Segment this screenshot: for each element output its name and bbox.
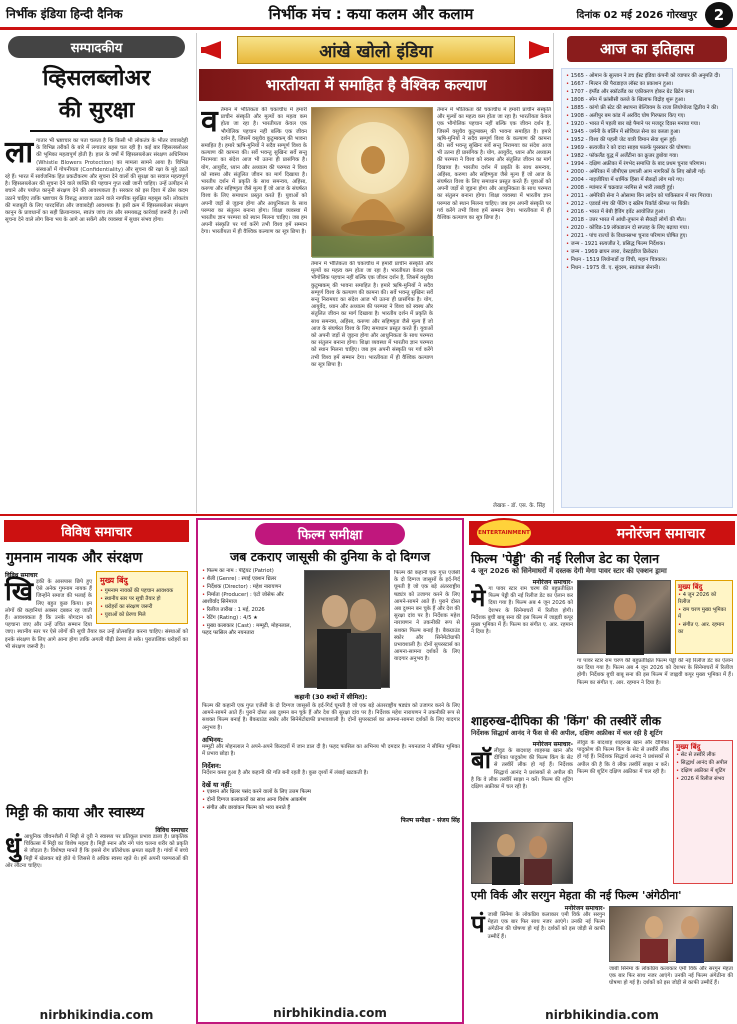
ent-story1-dateline: मनोरंजन समाचार- — [532, 579, 573, 586]
film-info-box — [202, 568, 300, 688]
ent-story1-point: • संगीत ए. आर. रहमान का — [678, 622, 730, 636]
history-item: • 2020 - कोविड-19 लॉकडाउन दो सप्ताह के लिए बढ़ाया गया। — [566, 225, 728, 232]
ent-story3-image — [609, 906, 733, 962]
history-item: • 2021 - पांच राज्यों के विधानसभा चुनाव परिणाम घोषित हुए। — [566, 233, 728, 240]
feature-body-continued: र्तमान में भौतिकता की चकाचौंध में हमारी प्राचीन संस्कृति और मूल्यों का महत्व कम होता जा रहा है। भारतीयता केवल एक भौगोलिक पहचान नहीं बल्कि एक जीवन दर्शन है, जिसमें वसुधैव कुटुम्बकम् की भावना समाहित है। हमारे ऋषि-मुनियों ने सदैव सम्पूर्ण विश्व के कल्याण की कामना की। सर्वे भवन्तु सुखिनः सर्वे सन्तु निरामयाः का संदेश आज भी उतना ही प्रासंगिक है। योग, आयुर्वेद, ध्यान और अध्यात्म की परम्परा ने विश्व को स्वस्थ और संतुलित जीवन का मार्ग दिखाया है। भारतीय दर्शन में प्रकृति के साथ समन्वय, अहिंसा, करुणा और सहिष्णुता जैसे मूल्य हैं जो आज के संघर्षरत विश्व के लिए समाधान प्रस्तुत करते हैं। युवाओं को अपनी जड़ों से जुड़ना होगा और आधुनिकता के साथ परम्परा का संतुलन बनाना होगा। शिक्षा व्यवस्था में भारतीय ज्ञान परम्परा को स्थान मिलना चाहिए। जब हम अपनी संस्कृति पर गर्व करेंगे तभी विश्व हमें सम्मान देगा। भारतीयता में ही वैश्विक कल्याण का सूत्र छिपा है। — [311, 261, 433, 368]
ent-story2-point: • दक्षिण अफ्रीका में शूटिंग — [676, 768, 730, 775]
film-verdict-list — [202, 789, 460, 812]
entertainment-section — [467, 518, 737, 1024]
film-info-line: • रेटिंग (Rating) : 4/5 ★ — [202, 615, 300, 622]
film-verdict-point: • दोनों दिग्गज कलाकारों का साथ आना विशेष आकर्षण — [202, 797, 460, 804]
film-info-line: • रिलीज तारीख : 1 मई, 2026 — [202, 607, 300, 614]
vividh-story2-body: आधुनिक जीवनशैली में मिट्टी से दूरी ने स्वास्थ्य पर प्रतिकूल प्रभाव डाला है। प्राकृतिक चिकित्सा में मिट्टी का विशेष महत्व है। मिट्टी स्नान और नंगे पांव चलना शरीर को प्रकृति से जोड़ता है। विशेषज्ञ मानते हैं कि इससे रोग प्रतिरोधक क्षमता बढ़ती है। गांवों में बच्चे मिट्टी में खेलकर बड़े होते थे जिससे वे अधिक स्वस्थ रहते थे। हमें अपनी परम्पराओं की ओर लौटना चाहिए। — [5, 834, 188, 869]
history-list — [566, 73, 728, 272]
feature-byline: लेखक - डॉ. एस. के. सिंह — [493, 503, 545, 509]
history-item: • 2012 - एडवर्ड मंच की पेंटिंग द स्क्रीम रिकॉर्ड कीमत पर बिकी। — [566, 201, 728, 208]
ent-story3-headline: एमी विर्क और सरगुन मेहता की नई फिल्म 'अंगेठीना' — [471, 889, 682, 902]
ent-story1-points-title: मुख्य बिंदु — [678, 583, 703, 591]
editorial-dropcap: ला — [5, 135, 34, 170]
feature-banner: आंखे खोलो इंडिया — [237, 36, 515, 64]
film-info-list — [202, 568, 300, 637]
vividh-points-box — [96, 571, 188, 624]
feature-body-col3: र्तमान में भौतिकता की चकाचौंध में हमारी प्राचीन संस्कृति और मूल्यों का महत्व कम होता जा रहा है। भारतीयता केवल एक भौगोलिक पहचान नहीं बल्कि एक जीवन दर्शन है, जिसमें वसुधैव कुटुम्बकम् की भावना समाहित है। हमारे ऋषि-मुनियों ने सदैव सम्पूर्ण विश्व के कल्याण की कामना की। सर्वे भवन्तु सुखिनः सर्वे सन्तु निरामयाः का संदेश आज भी उतना ही प्रासंगिक है। योग, आयुर्वेद, ध्यान और अध्यात्म की परम्परा ने विश्व को स्वस्थ और संतुलित जीवन का मार्ग दिखाया है। भारतीय दर्शन में प्रकृति के साथ समन्वय, अहिंसा, करुणा और सहिष्णुता जैसे मूल्य हैं जो आज के संघर्षरत विश्व के लिए समाधान प्रस्तुत करते हैं। युवाओं को अपनी जड़ों से जुड़ना होगा और आधुनिकता के साथ परम्परा का संतुलन बनाना होगा। शिक्षा व्यवस्था में भारतीय ज्ञान परम्परा को स्थान मिलना चाहिए। जब हम अपनी संस्कृति पर गर्व करेंगे तभी विश्व हमें सम्मान देगा। भारतीयता में ही वैश्विक कल्याण का सूत्र छिपा है। — [437, 107, 551, 222]
film-info-line: • निर्माता (Producer) : एंटो जोसेफ और आशीर्वाद सिनेमाज — [202, 592, 300, 606]
ent-story2-points-title: मुख्य बिंदु — [676, 743, 701, 751]
editorial-headline-1: व्हिसलब्लोअर — [42, 66, 151, 91]
film-verdict-point: • संगीत और छायांकन फिल्म को भव्य बनाते हैं — [202, 805, 460, 812]
history-item: • 1969 - सत्यजीत रे को दादा साहब फाल्के पुरस्कार की घोषणा। — [566, 145, 728, 152]
vividh-story2-dateline: विविध समाचार — [155, 827, 188, 834]
film-info-line: • मुख्य कलाकार (Cast) : मम्मूटी, मोहनलाल, फहद फासिल और नयनतारा — [202, 623, 300, 637]
ent-story3-dateline: मनोरंजन समाचार- — [564, 905, 605, 912]
film-story-label: कहानी (30 शब्दों में सीमित): — [294, 693, 368, 701]
history-item: • 1667 - मिल्टन की पैराडाइज लॉस्ट का प्रकाशन हुआ। — [566, 81, 728, 88]
history-item: • 2008 - म्यांमार में चक्रवात नरगिस से भारी तबाही हुई। — [566, 185, 728, 192]
history-section — [557, 33, 737, 513]
megaphone-right-icon — [515, 39, 549, 61]
film-poster — [304, 570, 390, 688]
film-story-body: फिल्म की कहानी एक गुप्त एजेंसी के दो दिग्गज जासूसों के इर्द-गिर्द घूमती है जो एक बड़े अंतरराष्ट्रीय षड्यंत्र को उजागर करने के लिए आमने-सामने आते हैं। पुराने दोस्त अब दुश्मन बन चुके हैं और देश की सुरक्षा दांव पर है। निर्देशक महेश नारायणन ने तकनीकी रूप से सशक्त फिल्म बनाई है। बैकग्राउंड स्कोर और सिनेमेटोग्राफी प्रभावशाली है। दोनों सुपरस्टार्स का आमना-सामना दर्शकों के लिए यादगार अनुभव है। — [202, 703, 460, 731]
film-side-story: फिल्म की कहानी एक गुप्त एजेंसी के दो दिग्गज जासूसों के इर्द-गिर्द घूमती है जो एक बड़े अंतरराष्ट्रीय षड्यंत्र को उजागर करने के लिए आमने-सामने आते हैं। पुराने दोस्त अब दुश्मन बन चुके हैं और देश की सुरक्षा दांव पर है। निर्देशक महेश नारायणन ने तकनीकी रूप से सशक्त फिल्म बनाई है। बैकग्राउंड स्कोर और सिनेमेटोग्राफी प्रभावशाली है। दोनों सुपरस्टार्स का आमना-सामना दर्शकों के लिए यादगार अनुभव है। — [394, 570, 460, 663]
vividh-story1-dateline: विविध समाचार — [5, 572, 38, 579]
entertainment-badge: ENTERTAINMENT — [475, 518, 533, 548]
history-item: • निधन - 1519 लियोनार्डो दा विंची, महान चित्रकार। — [566, 257, 728, 264]
history-item: • जन्म - 1969 ब्रायन लारा, वेस्टइंडीज क्रिकेटर। — [566, 249, 728, 256]
ent-story1-text — [471, 578, 573, 708]
feature-headline: भारतीयता में समाहित है वैश्विक कल्याण — [199, 69, 553, 101]
history-banner: आज का इतिहास — [567, 36, 727, 62]
history-item: • 1982 - फॉकलैंड युद्ध में अर्जेंटीना का क्रूजर डुबोया गया। — [566, 153, 728, 160]
film-headline: जब टकराए जासूसी की दुनिया के दो दिग्गज — [229, 549, 430, 564]
ent-story2-body-2: लीवुड के बादशाह शाहरुख खान और दीपिका पादुकोण की फिल्म किंग के सेट से तस्वीरें लीक हो गई हैं। निर्देशक सिद्धार्थ आनंद ने प्रशंसकों से अपील की है कि वे लीक तस्वीरें साझा न करें। फिल्म की शूटिंग दक्षिण अफ्रीका में चल रही है। — [577, 740, 669, 775]
ent-story2-points-list — [676, 752, 730, 783]
editorial-headline-2: की सुरक्षा — [30, 94, 163, 132]
film-acting-body: मम्मूटी और मोहनलाल ने अपने-अपने किरदारों में जान डाल दी है। फहद फासिल का अभिनय भी दमदार है। नयनतारा ने सीमित भूमिका में प्रभाव छोड़ा है। — [202, 743, 460, 758]
film-info-line: • शैली (Genre) : स्पाई एक्शन थ्रिलर — [202, 576, 300, 583]
history-item: • 2011 - अमेरिकी सेना ने ओसामा बिन लादेन को पाकिस्तान में मार गिराया। — [566, 193, 728, 200]
film-verdict-label: देखें या नहीं: — [202, 781, 233, 790]
ent-story2-text-2 — [577, 740, 669, 884]
ent-story1-dropcap: मे — [471, 584, 486, 612]
vividh-point: • स्थानीय स्तर पर सूची तैयार हो — [100, 596, 184, 603]
vividh-banner: विविध समाचार — [4, 520, 189, 542]
feature-col-3 — [437, 107, 551, 497]
film-direction-body: निर्देशन कसा हुआ है और कहानी की गति बनी रहती है। कुछ दृश्यों में लंबाई खटकती है। — [202, 770, 369, 777]
ent-story3-body-2: जाबी सिनेमा के लोकप्रिय कलाकार एमी विर्क और सरगुन मेहता एक बार फिर साथ नजर आएंगे। उनकी नई फिल्म अंगेठीना की घोषणा हो गई है। दर्शकों को इस जोड़ी से काफी उम्मीदें हैं। — [609, 966, 733, 987]
film-banner: फिल्म समीक्षा — [255, 523, 405, 545]
feature-image — [311, 107, 433, 257]
page-header — [0, 0, 737, 30]
ent-story2-point: • 2026 में रिलीज संभव — [676, 776, 730, 783]
film-side-text — [394, 570, 460, 688]
film-info-line: • निर्देशक (Director) : महेश नारायणन — [202, 584, 300, 591]
paper-name: निर्भीक इंडिया हिन्दी दैनिक — [6, 7, 123, 21]
history-item: • 2004 - नाइजीरिया में धार्मिक हिंसा में सैकड़ों लोग मारे गए। — [566, 177, 728, 184]
vividh-points-list — [100, 588, 184, 619]
history-item: • 1908 - अलीपुर बम कांड में अरविंद घोष गिरफ्तार किए गए। — [566, 113, 728, 120]
history-item: • 1952 - विश्व की पहली जेट यात्री विमान सेवा शुरू हुई। — [566, 137, 728, 144]
ent-story3-body: जाबी सिनेमा के लोकप्रिय कलाकार एमी विर्क और सरगुन मेहता एक बार फिर साथ नजर आएंगे। उनकी नई फिल्म अंगेठीना की घोषणा हो गई है। दर्शकों को इस जोड़ी से काफी उम्मीदें हैं। — [487, 912, 605, 940]
film-direction-label: निर्देशन: — [202, 762, 222, 771]
page-number: 2 — [705, 2, 733, 28]
history-item: • 2018 - उत्तर भारत में आंधी-तूफान से सैकड़ों लोगों की मौत। — [566, 217, 728, 224]
feature-dropcap: व — [201, 107, 218, 139]
editorial-section — [0, 33, 193, 513]
editorial-body-wrap — [0, 132, 193, 224]
history-item: • 1994 - दक्षिण अफ्रीका में रंगभेद समाप्ति के बाद प्रथम चुनाव परिणाम। — [566, 161, 728, 168]
feature-section — [196, 33, 554, 513]
vividh-story1 — [0, 571, 193, 801]
ent-story1-image — [577, 580, 671, 654]
film-reviewer: फिल्म समीक्षा - संजय सिंह — [400, 817, 460, 825]
ent-story2-dropcap: बॉ — [471, 746, 491, 774]
film-section — [196, 518, 464, 1024]
history-item: • 2016 - भारत में बेबी हैविंग इवेंट आयोजित हुआ। — [566, 209, 728, 216]
header-title: निर्भीक मंच : कया कलम और कलाम — [268, 4, 474, 23]
date-place: दिनांक 02 मई 2026 गोरखपुर — [576, 9, 697, 21]
entertainment-footer[interactable]: nirbhikindia.com — [545, 1008, 659, 1022]
vividh-point: • गुमनाम नायकों की पहचान आवश्यक — [100, 588, 184, 595]
feature-body: र्तमान में भौतिकता की चकाचौंध में हमारी प्राचीन संस्कृति और मूल्यों का महत्व कम होता जा रहा है। भारतीयता केवल एक भौगोलिक पहचान नहीं बल्कि एक जीवन दर्शन है, जिसमें वसुधैव कुटुम्बकम् की भावना समाहित है। हमारे ऋषि-मुनियों ने सदैव सम्पूर्ण विश्व के कल्याण की कामना की। सर्वे भवन्तु सुखिनः सर्वे सन्तु निरामयाः का संदेश आज भी उतना ही प्रासंगिक है। योग, आयुर्वेद, ध्यान और अध्यात्म की परम्परा ने विश्व को स्वस्थ और संतुलित जीवन का मार्ग दिखाया है। भारतीय दर्शन में प्रकृति के साथ समन्वय, अहिंसा, करुणा और सहिष्णुता जैसे मूल्य हैं जो आज के संघर्षरत विश्व के लिए समाधान प्रस्तुत करते हैं। युवाओं को अपनी जड़ों से जुड़ना होगा और आधुनिकता के साथ परम्परा का संतुलन बनाना होगा। शिक्षा व्यवस्था में भारतीय ज्ञान परम्परा को स्थान मिलना चाहिए। जब हम अपनी संस्कृति पर गर्व करेंगे तभी विश्व हमें सम्मान देगा। भारतीयता में ही वैश्विक कल्याण का सूत्र छिपा है। — [201, 107, 307, 236]
film-review-body — [202, 692, 460, 1012]
vividh-story2-dropcap: धुं — [5, 832, 21, 862]
vividh-point: • युवाओं को प्रेरणा मिले — [100, 612, 184, 619]
history-item: • 1945 - जर्मनी के बर्लिन में सोवियत सेना का कब्जा हुआ। — [566, 129, 728, 136]
ent-story2-body: लीवुड के बादशाह शाहरुख खान और दीपिका पादुकोण की फिल्म किंग के सेट से तस्वीरें लीक हो गई हैं। निर्देशक सिद्धार्थ आनंद ने प्रशंसकों से अपील की है कि वे लीक तस्वीरें साझा न करें। फिल्म की शूटिंग दक्षिण अफ्रीका में चल रही है। — [471, 748, 573, 791]
feature-col-1 — [201, 107, 307, 507]
ent-story2-point: • सेट से तस्वीरें लीक — [676, 752, 730, 759]
ent-story1-text-2 — [577, 658, 733, 708]
vividh-story1-body: ड़की के आसपास छिपे हुए ऐसे अनेक गुमनाम नायक हैं जिन्होंने समाज की भलाई के लिए बहुत कुछ किया। इन लोगों की कहानियां अक्सर दबकर रह जाती हैं। आवश्यकता है कि उनके योगदान को पहचाना जाए और उन्हें उचित सम्मान दिया जाए। स्थानीय स्तर पर ऐसे लोगों की सूची तैयार कर उन्हें प्रोत्साहित करना चाहिए। संस्थाओं को इनके संरक्षण के लिए आगे आना होगा ताकि अगली पीढ़ी प्रेरणा ले सके। पुरातात्विक धरोहरों का भी संरक्षण जरूरी है। — [5, 579, 188, 650]
film-info-line: • फिल्म का नाम : पेट्रियट (Patriot) — [202, 568, 300, 575]
history-item: • 1565 - ओमान के सुल्तान ने डच ईस्ट इंडिया कंपनी को व्यापार की अनुमति दी। — [566, 73, 728, 80]
ent-story3-text-2 — [609, 966, 733, 1004]
film-verdict-point: • एक्शन और थ्रिलर पसंद करने वालों के लिए उत्तम फिल्म — [202, 789, 460, 796]
vividh-section — [0, 518, 193, 1024]
history-item: • 1808 - स्पेन में फ्रांसीसी कब्जे के खिलाफ विद्रोह शुरू हुआ। — [566, 97, 728, 104]
vividh-story1-headline: गुमनाम नायक और संरक्षण — [6, 550, 143, 566]
film-footer[interactable]: nirbhikindia.com — [273, 1006, 387, 1020]
ent-story2-points-box — [673, 740, 733, 884]
editorial-body: गातार भी भ्रष्टाचार का पता चलता है कि किसी भी लोकतंत्र के भीतर जवाबदेही के विभिन्न तरीकों के बारे में लगातार बहस चल रही है। कई बार व्हिसलब्लोअर की भूमिका महत्वपूर्ण होती है। हाल के वर्षों में व्हिसलब्लोअर संरक्षण अधिनियम (Whistle Blowers Protection) का मामला सामने आया है। विभिन्न संस्थाओं में गोपनीयता (Confidentiality) और सूचना की रक्षा के मुद्दे उठते रहे हैं। भारत में सार्वजनिक हित प्रकटीकरण और सूचना देने वालों की सुरक्षा का सवाल महत्वपूर्ण है। व्हिसलब्लोअर की सूचना देने वाले व्यक्ति की पहचान गुप्त रखी जानी चाहिए। उन्हें उत्पीड़न से बचाने और पर्याप्त कानूनी संरक्षण देने की आवश्यकता है। सरकार को इस दिशा में ठोस कदम उठाने चाहिए ताकि भ्रष्टाचार के विरुद्ध आवाज उठाने वाले नागरिक सुरक्षित महसूस करें। लोकतंत्र की मजबूती के लिए पारदर्शिता और जवाबदेही आवश्यक है। इसी क्रम में व्हिसलब्लोअर संरक्षण कानून के प्रावधानों का सही क्रियान्वयन, स्वतंत्र जांच तंत्र और समयबद्ध कार्रवाई जरूरी है। तभी सूचना देने वाले लोग बिना भय के आगे आ सकेंगे और व्यवस्था में सुधार संभव होगा। — [5, 138, 188, 224]
vividh-footer[interactable]: nirbhikindia.com — [39, 1008, 154, 1022]
ent-story1-body-2: गा पावर स्टार राम चरण की बहुप्रतीक्षित फिल्म पेड्डी की नई रिलीज डेट का ऐलान कर दिया गया है। फिल्म अब 4 जून 2026 को देशभर के सिनेमाघरों में रिलीज होगी। निर्देशक बुची बाबू सना की इस फिल्म में जाह्नवी कपूर मुख्य भूमिका में हैं। फिल्म का संगीत ए. आर. रहमान ने दिया है। — [577, 658, 733, 686]
vividh-story2-headline: मिट्टी की काया और स्वास्थ्य — [6, 805, 145, 821]
history-item: • 1920 - भारत में पहली बार बड़े पैमाने पर मजदूर दिवस मनाया गया। — [566, 121, 728, 128]
ent-story2-text — [471, 740, 573, 820]
history-item: • निधन - 1975 वी. ए. सुंदरम, स्वतंत्रता सेनानी। — [566, 265, 728, 272]
history-item: • 2000 - अमेरिका में जीपीएस प्रणाली आम नागरिकों के लिए खोली गई। — [566, 169, 728, 176]
ent-story2-image — [471, 822, 573, 884]
film-acting-label: अभिनय: — [202, 735, 224, 744]
vividh-story1-dropcap: खि — [5, 577, 34, 607]
ent-story3-dropcap: पं — [471, 910, 485, 938]
ent-story2-subhead: निर्देशक सिद्धार्थ आनंद ने फैंस से की अपील, दक्षिण अफ्रीका में चल रही है शूटिंग — [471, 729, 663, 737]
ent-story1-point: • 4 जून 2026 को रिलीज — [678, 592, 730, 606]
history-item: • 1885 - कांगो फ्री स्टेट की स्थापना बेल्जियम के राजा लियोपोल्ड द्वितीय ने की। — [566, 105, 728, 112]
ent-story1-subhead: 4 जून 2026 को सिनेमाघरों में दस्तक देगी मेगा पावर स्टार की एक्शन ड्रामा — [471, 567, 667, 575]
editorial-label: सम्पादकीय — [8, 36, 185, 58]
megaphone-left-icon — [201, 39, 235, 61]
vividh-point: • धरोहरों का संरक्षण जरूरी — [100, 604, 184, 611]
ent-story2-dateline: मनोरंजन समाचार- — [532, 741, 573, 748]
ent-story3-text — [471, 904, 605, 1004]
vividh-story2 — [0, 826, 193, 1001]
ent-story1-points-box — [675, 580, 733, 654]
vividh-points-title: मुख्य बिंदु — [100, 576, 128, 585]
ent-story1-point: • राम चरण मुख्य भूमिका में — [678, 607, 730, 621]
entertainment-banner: मनोरंजन समाचार — [469, 521, 735, 545]
ent-story2-headline: शाहरुख-दीपिका की 'किंग' की तस्वीरें लीक — [471, 714, 661, 728]
history-item: • 1707 - इंग्लैंड और स्कॉटलैंड का एकीकरण होकर ग्रेट ब्रिटेन बना। — [566, 89, 728, 96]
history-list-box — [561, 68, 733, 508]
history-item: • जन्म - 1921 सत्यजीत रे, प्रसिद्ध फिल्म निर्देशक। — [566, 241, 728, 248]
ent-story1-body: गा पावर स्टार राम चरण की बहुप्रतीक्षित फिल्म पेड्डी की नई रिलीज डेट का ऐलान कर दिया गया है। फिल्म अब 4 जून 2026 को देशभर के सिनेमाघरों में रिलीज होगी। निर्देशक बुची बाबू सना की इस फिल्म में जाह्नवी कपूर मुख्य भूमिका में हैं। फिल्म का संगीत ए. आर. रहमान ने दिया है। — [471, 586, 573, 636]
ent-story2-point: • सिद्धार्थ आनंद की अपील — [676, 760, 730, 767]
section-divider — [0, 514, 737, 516]
ent-story1-headline: फिल्म 'पेड्डी' की नई रिलीज डेट का ऐलान — [471, 551, 660, 566]
feature-col-2 — [311, 261, 433, 507]
ent-story1-points-list — [678, 592, 730, 636]
